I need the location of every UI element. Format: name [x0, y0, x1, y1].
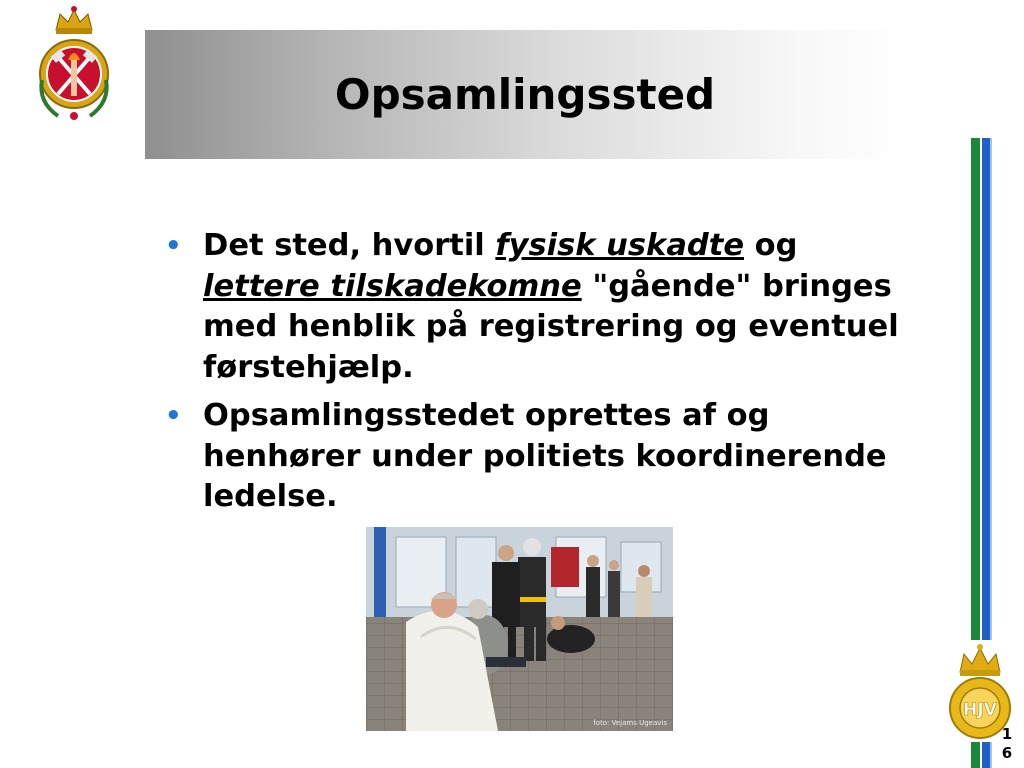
bullet-text-part: Opsamlingsstedet oprettes af og henhører under politiets koordinerende ledelse.: [203, 398, 887, 514]
hjv-logo-text: HJV: [963, 700, 997, 720]
bullet-list: [163, 226, 923, 518]
bullet-text-part: og: [744, 228, 798, 263]
slide-title: Opsamlingssted: [334, 70, 716, 119]
bullet-emphasis-physically-unharmed: fysisk uskadte: [495, 228, 745, 263]
bullet-text-part: Det sted, hvortil: [203, 228, 496, 263]
scene-photo-illustration: [366, 527, 673, 731]
bullet-emphasis-lightly-injured: lettere tilskadekomne: [203, 268, 582, 304]
photo-credit: foto: Vejams Ugeavis: [593, 719, 667, 727]
bullet-item: [163, 396, 923, 518]
bullet-dot-icon: •: [165, 231, 182, 261]
decorative-stripes-lower: [971, 742, 992, 768]
bullet-text-part: "gående" bringes med henblik på registrering og eventuel førstehjælp.: [203, 268, 899, 385]
page-number: 16: [1001, 725, 1013, 762]
bullet-dot-icon: •: [165, 401, 182, 431]
coat-of-arms-logo-icon: [28, 2, 120, 130]
slide-content: [163, 226, 923, 526]
scene-photo: [366, 527, 673, 731]
bullet-item: [163, 226, 923, 388]
decorative-stripes: [971, 138, 992, 640]
